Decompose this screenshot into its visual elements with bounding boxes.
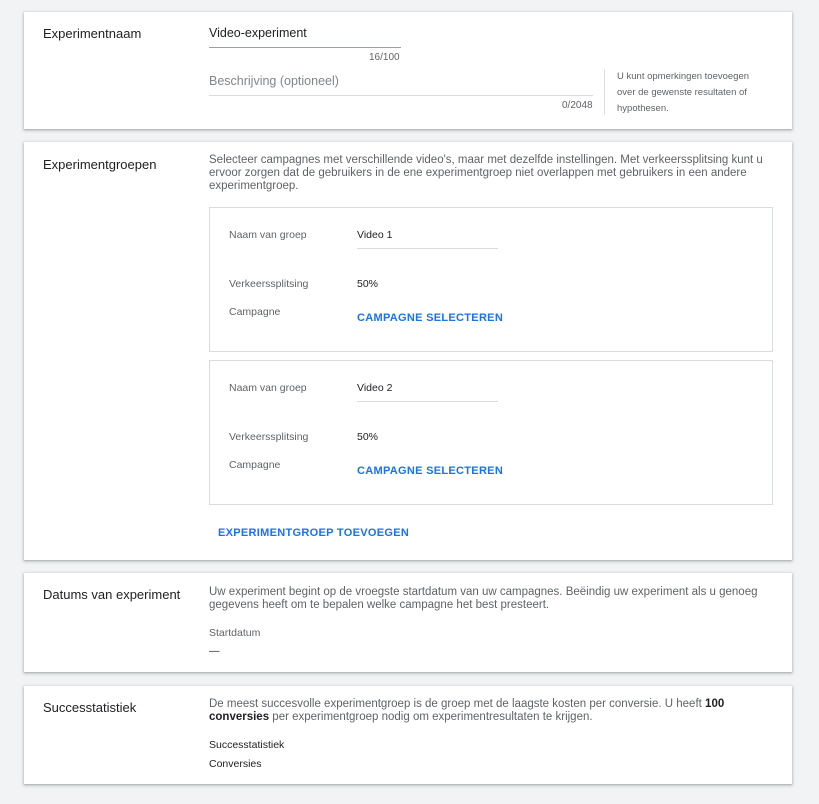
- group-name-underline: [357, 248, 498, 249]
- add-experiment-group-link[interactable]: EXPERIMENTGROEP TOEVOEGEN: [218, 527, 410, 539]
- start-date-label: Startdatum: [209, 627, 261, 639]
- experiment-dates-card: [24, 573, 792, 672]
- traffic-split-label: Verkeerssplitsing: [229, 431, 309, 443]
- experiment-group-2: [209, 360, 773, 505]
- group-name-input[interactable]: [357, 378, 498, 400]
- group-name-label: Naam van groep: [229, 229, 307, 241]
- success-metric-description: [209, 698, 769, 724]
- card-title-experiment-groups: Experimentgroepen: [43, 157, 157, 172]
- success-description-text: De meest succesvolle experimentgroep is de groep met de laagste kosten per conversie. U heeft: [209, 698, 706, 710]
- group-name-value: Video 1: [357, 229, 393, 241]
- card-title-experiment-dates: Datums van experiment: [43, 587, 181, 602]
- group-name-input[interactable]: [357, 225, 498, 247]
- select-campaign-link[interactable]: CAMPAGNE SELECTEREN: [357, 465, 504, 477]
- select-campaign-link[interactable]: CAMPAGNE SELECTEREN: [357, 312, 504, 324]
- group-name-label: Naam van groep: [229, 382, 307, 394]
- experiment-groups-description: Selecteer campagnes met verschillende video's, maar met dezelfde instellingen. Met verkeerssplitsing kunt u ervoor zorgen dat de gebruikers in de ene experimentgroep niet overlappen met gebruikers in een andere experimentgroep.: [209, 154, 763, 192]
- experiment-name-card: [24, 12, 792, 129]
- traffic-split-label: Verkeerssplitsing: [229, 278, 309, 290]
- card-title-success-metric: Successtatistiek: [43, 700, 137, 715]
- experiment-name-underline: [209, 47, 401, 48]
- experiment-groups-card: [24, 142, 792, 560]
- experiment-dates-description: Uw experiment begint op de vroegste startdatum van uw campagnes. Beëindig uw experiment als u genoeg gegevens heeft om te bepalen welke campagne het best presteert.: [209, 586, 758, 611]
- traffic-split-value: 50%: [357, 431, 379, 443]
- success-metric-label: Successtatistiek: [209, 739, 285, 751]
- campaign-label: Campagne: [229, 306, 281, 318]
- start-date-value: —: [209, 645, 220, 657]
- card-title-experiment-name: Experimentnaam: [43, 26, 142, 41]
- success-metric-value: Conversies: [209, 758, 262, 770]
- success-description-text-end: per experimentgroep nodig om experimentresultaten te krijgen.: [269, 711, 593, 723]
- group-name-value: Video 2: [357, 382, 393, 394]
- experiment-name-input[interactable]: [209, 24, 401, 48]
- experiment-name-value: Video-experiment: [209, 26, 307, 40]
- experiment-name-counter: 16/100: [369, 52, 400, 63]
- description-placeholder: Beschrijving (optioneel): [209, 74, 339, 88]
- description-counter: 0/2048: [562, 100, 593, 111]
- campaign-label: Campagne: [229, 459, 281, 471]
- success-metric-card: [24, 686, 792, 784]
- description-hint: U kunt opmerkingen toevoegen over de gewenste resultaten of hypothesen.: [617, 71, 750, 114]
- hint-divider: [604, 69, 605, 115]
- description-input[interactable]: [209, 72, 593, 96]
- experiment-group-1: [209, 207, 773, 352]
- required-conversions: 100 conversies: [209, 698, 725, 723]
- group-name-underline: [357, 401, 498, 402]
- description-underline: [209, 95, 593, 96]
- traffic-split-value: 50%: [357, 278, 379, 290]
